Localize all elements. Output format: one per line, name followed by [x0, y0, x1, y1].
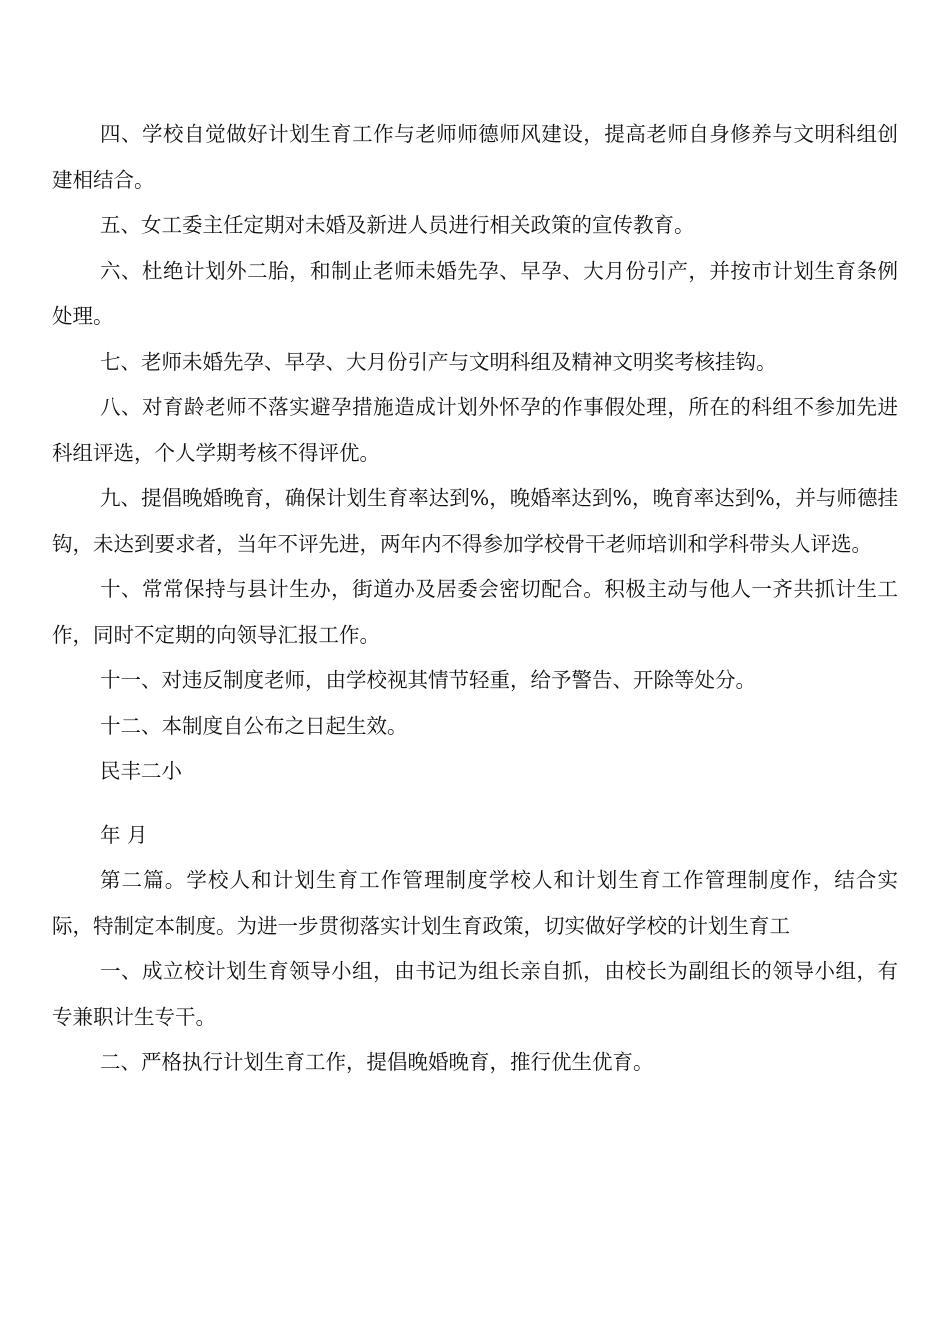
signature-school-name: 民丰二小 — [100, 759, 182, 783]
paragraph-clause-11: 十一、对违反制度老师，由学校视其情节轻重，给予警告、开除等处分。 — [100, 668, 756, 692]
paragraph-section-2-item-1: 一、成立校计划生育领导小组，由书记为组长亲自抓，由校长为副组长的领导小组，有专兼职计生专干。 — [52, 959, 898, 1029]
paragraph-clause-9: 九、提倡晚婚晚育，确保计划生育率达到%，晚婚率达到%，晚育率达到%，并与师德挂钩，未达到要求者，当年不评先进，两年内不得参加学校骨干老师培训和学科带头人评选。 — [52, 486, 898, 556]
paragraph-section-2-intro: 第二篇。学校人和计划生育工作管理制度学校人和计划生育工作管理制度作，结合实际，特制定本制度。为进一步贯彻落实计划生育政策，切实做好学校的计划生育工 — [52, 868, 898, 938]
paragraph-clause-7: 七、老师未婚先孕、早孕、大月份引产与文明科组及精神文明奖考核挂钩。 — [100, 349, 777, 374]
document-page — [52, 112, 898, 1086]
paragraph-clause-5: 五、女工委主任定期对未婚及新进人员进行相关政策的宣传教育。 — [100, 213, 695, 237]
paragraph-clause-8: 八、对育龄老师不落实避孕措施造成计划外怀孕的作事假处理，所在的科组不参加先进科组评选，个人学期考核不得评优。 — [52, 395, 898, 465]
paragraph-clause-4: 四、学校自觉做好计划生育工作与老师师德师风建设，提高老师自身修养与文明科组创建相结合。 — [52, 122, 898, 192]
signature-date: 年 月 — [100, 822, 148, 847]
paragraph-section-2-item-2: 二、严格执行计划生育工作，提倡晚婚晚育，推行优生优育。 — [100, 1050, 654, 1074]
paragraph-clause-12: 十二、本制度自公布之日起生效。 — [100, 713, 408, 738]
paragraph-clause-6: 六、杜绝计划外二胎，和制止老师未婚先孕、早孕、大月份引产，并按市计划生育条例处理。 — [52, 258, 898, 328]
spacer — [52, 795, 898, 813]
paragraph-clause-10: 十、常常保持与县计生办，街道办及居委会密切配合。积极主动与他人一齐共抓计生工作，同时不定期的向领导汇报工作。 — [52, 577, 898, 647]
